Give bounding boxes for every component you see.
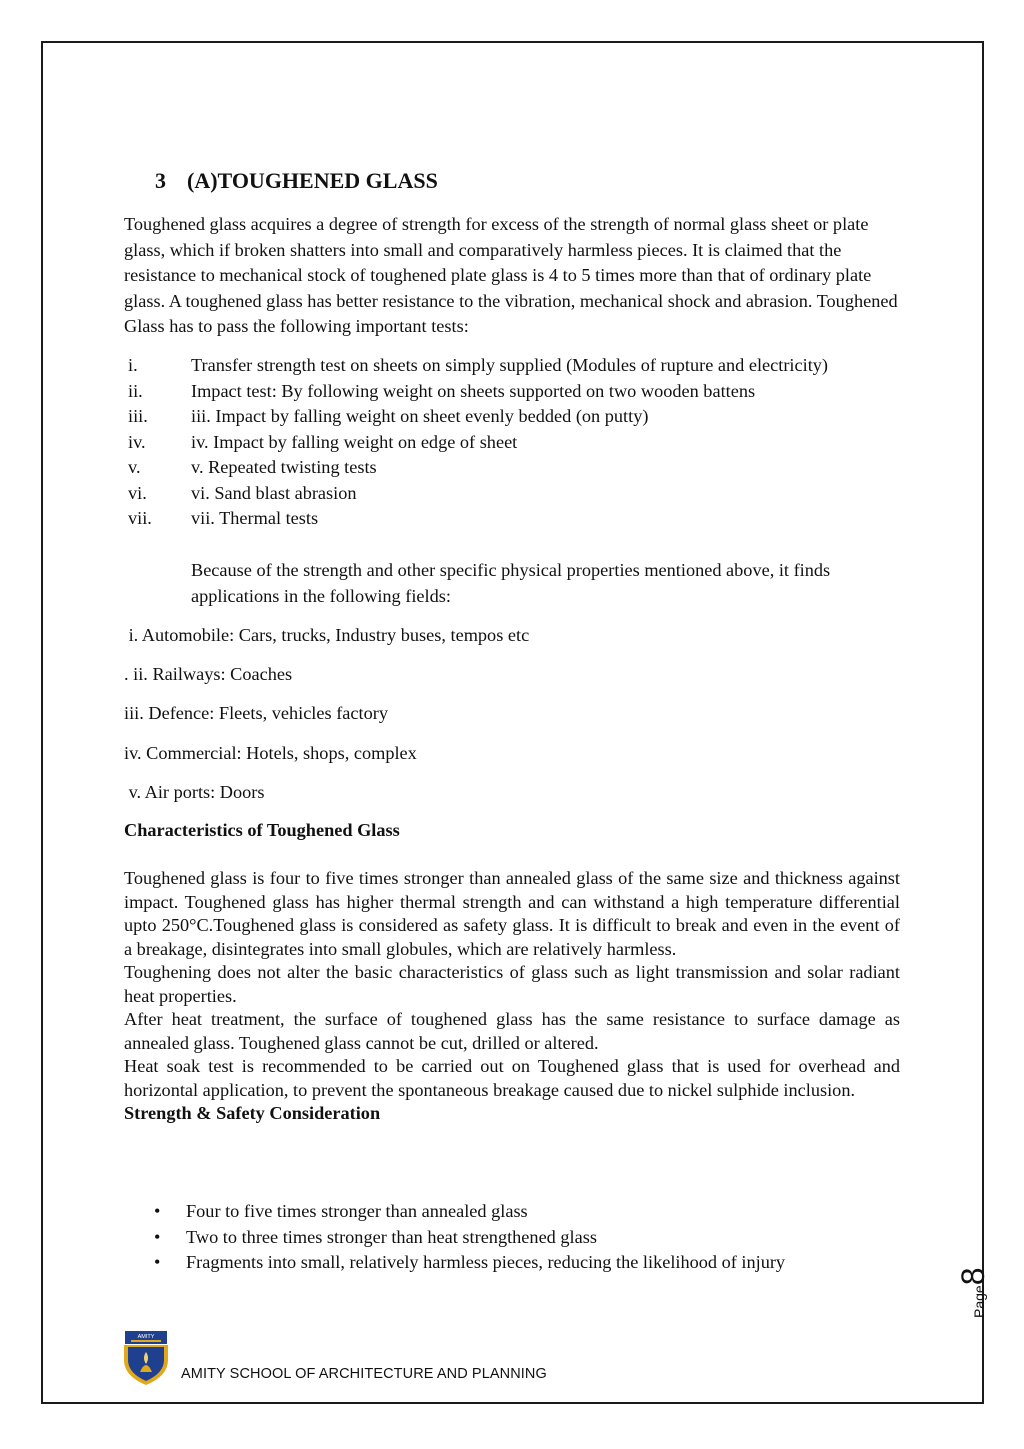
characteristics-paragraph: Toughening does not alter the basic characteristics of glass such as light transmission and solar radiant heat properties. bbox=[124, 962, 900, 1006]
list-item-text: Impact test: By following weight on sheets supported on two wooden battens bbox=[191, 380, 756, 401]
list-marker: vii. bbox=[128, 508, 152, 528]
amity-logo bbox=[121, 1330, 171, 1386]
list-marker: vi. bbox=[128, 482, 147, 503]
list-item bbox=[124, 353, 902, 379]
list-marker: v. bbox=[128, 457, 141, 477]
page-digit: 8 bbox=[955, 1267, 991, 1286]
characteristics-paragraph: Toughened glass is four to five times stronger than annealed glass of the same size and thickness against impact. Toughened glass has higher thermal strength and can withstand a high temperature differential upto 250°C.Toughened glass is considered as safety glass. It is difficult to break and even in the event of a breakage, disintegrates into small globules, which are relatively harmless. bbox=[124, 868, 900, 959]
logo-text: AMITY bbox=[137, 1334, 155, 1340]
intro-paragraph: Toughened glass acquires a degree of strength for excess of the strength of normal glass sheet or plate glass, which if broken shatters into small and comparatively harmless pieces. It is claimed that the resistance to mechanical stock of toughened plate glass is 4 to 5 times more than that of ordinary plate glass. A toughened glass has better resistance to the vibration, mechanical shock and abrasion. Toughened Glass has to pass the following important tests: bbox=[124, 214, 898, 336]
section-title: (A)TOUGHENED GLASS bbox=[187, 168, 438, 193]
applications-intro: Because of the strength and other specific physical properties mentioned above, it finds applications in the following fields: bbox=[191, 560, 831, 606]
list-item bbox=[124, 481, 902, 507]
list-item-text: v. Repeated twisting tests bbox=[191, 457, 377, 477]
application-item: . ii. Railways: Coaches bbox=[124, 664, 293, 684]
characteristics-paragraph: After heat treatment, the surface of toughened glass has the same resistance to surface damage as annealed glass. Toughened glass cannot be cut, drilled or altered. bbox=[124, 1009, 900, 1053]
list-marker: iii. bbox=[128, 406, 148, 426]
strength-heading: Strength & Safety Consideration bbox=[124, 1103, 381, 1123]
bullet-item: • Fragments into small, relatively harmless pieces, reducing the likelihood of injury bbox=[148, 1250, 908, 1276]
list-marker: iv. bbox=[128, 431, 146, 452]
tests-list bbox=[124, 353, 902, 532]
list-marker: i. bbox=[128, 355, 138, 375]
list-item bbox=[124, 506, 902, 532]
list-item-text: iii. Impact by falling weight on sheet evenly bedded (on putty) bbox=[191, 406, 649, 426]
bullet-item: • Four to five times stronger than annealed glass bbox=[148, 1199, 908, 1225]
list-marker: ii. bbox=[128, 380, 143, 401]
characteristics-heading: Characteristics of Toughened Glass bbox=[124, 820, 400, 840]
list-item-text: iv. Impact by falling weight on edge of sheet bbox=[191, 431, 518, 452]
bullet-item: • Two to three times stronger than heat strengthened glass bbox=[148, 1225, 908, 1251]
strength-bullets bbox=[148, 1199, 908, 1276]
application-item: v. Air ports: Doors bbox=[124, 782, 265, 802]
list-item-text: vi. Sand blast abrasion bbox=[191, 482, 357, 503]
application-item: i. Automobile: Cars, trucks, Industry buses, tempos etc bbox=[124, 625, 530, 645]
list-item-text: vii. Thermal tests bbox=[191, 508, 319, 528]
list-item-text: Transfer strength test on sheets on simply supplied (Modules of rupture and electricity) bbox=[191, 355, 829, 375]
application-item: iv. Commercial: Hotels, shops, complex bbox=[124, 743, 417, 763]
section-heading bbox=[155, 168, 438, 194]
section-number: 3 bbox=[155, 168, 166, 193]
list-item bbox=[124, 404, 902, 430]
list-item bbox=[124, 430, 902, 456]
page-label: Page bbox=[971, 1285, 987, 1318]
footer-institution: AMITY SCHOOL OF ARCHITECTURE AND PLANNING bbox=[181, 1366, 547, 1382]
page-number bbox=[935, 1252, 995, 1322]
list-item bbox=[124, 379, 902, 405]
list-item bbox=[124, 455, 902, 481]
application-item: iii. Defence: Fleets, vehicles factory bbox=[124, 703, 388, 723]
characteristics-body bbox=[124, 867, 900, 1126]
characteristics-paragraph: Heat soak test is recommended to be carried out on Toughened glass that is used for overhead and horizontal application, to prevent the spontaneous breakage caused due to nickel sulphide inclusion. bbox=[124, 1056, 900, 1100]
